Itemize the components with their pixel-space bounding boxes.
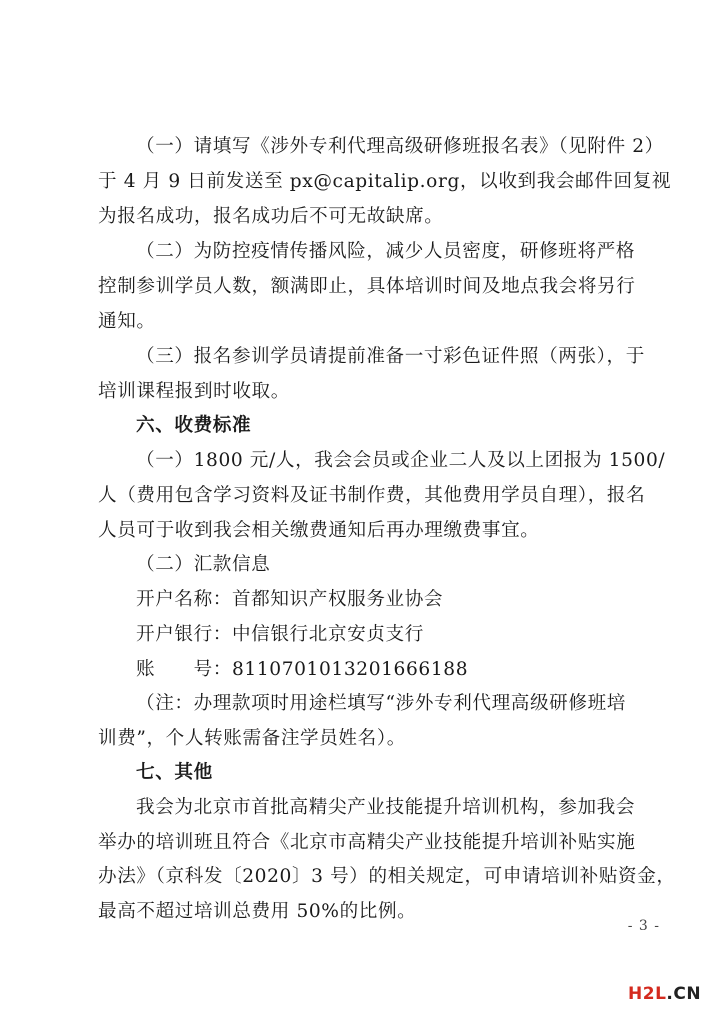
watermark-2: 2	[642, 984, 656, 1004]
text-line: 通知。	[98, 311, 156, 332]
section-heading: 六、收费标准	[136, 415, 252, 436]
text-line: （二）汇款信息	[136, 554, 271, 575]
text-line: （二）为防控疫情传播风险，减少人员密度，研修班将严格	[136, 241, 636, 262]
text-line: 办法》（京科发〔2020〕3 号）的相关规定，可申请培训补贴资金，	[98, 866, 676, 887]
text-line: （三）报名参训学员请提前准备一寸彩色证件照（两张），于	[136, 346, 645, 367]
text-line: 为报名成功，报名成功后不可无故缺席。	[98, 206, 444, 227]
watermark-l: L	[655, 984, 667, 1004]
section-heading: 七、其他	[136, 762, 213, 783]
text-line: 训费”，个人转账需备注学员姓名）。	[98, 728, 406, 749]
text-line: 我会为北京市首批高精尖产业技能提升培训机构，参加我会	[136, 797, 636, 818]
text-line: 开户银行：中信银行北京安贞支行	[136, 624, 424, 645]
watermark-h: H	[628, 984, 643, 1004]
text-line: （注：办理款项时用途栏填写“涉外专利代理高级研修班培	[136, 693, 626, 714]
text-line: 培训课程报到时收取。	[98, 381, 290, 402]
text-line: 开户名称：首都知识产权服务业协会	[136, 589, 444, 610]
text-line: 举办的培训班且符合《北京市高精尖产业技能提升培训补贴实施	[98, 832, 636, 853]
text-line: 控制参训学员人数，额满即止，具体培训时间及地点我会将另行	[98, 276, 636, 297]
text-line: 人（费用包含学习资料及证书制作费，其他费用学员自理），报名	[98, 485, 646, 506]
text-line: （一）请填写《涉外专利代理高级研修班报名表》（见附件 2）	[136, 136, 664, 157]
text-line: （一）1800 元/人，我会会员或企业二人及以上团报为 1500/	[136, 450, 666, 471]
text-line: 账 号：8110701013201666188	[136, 659, 469, 680]
page-number: - 3 -	[627, 918, 660, 934]
text-line: 最高不超过培训总费用 50%的比例。	[98, 901, 417, 922]
site-watermark	[628, 984, 701, 1004]
text-line: 人员可于收到我会相关缴费通知后再办理缴费事宜。	[98, 520, 540, 541]
watermark-cn: .CN	[666, 984, 702, 1004]
text-line: 于 4 月 9 日前发送至 px@capitalip.org，以收到我会邮件回复视	[98, 171, 672, 192]
